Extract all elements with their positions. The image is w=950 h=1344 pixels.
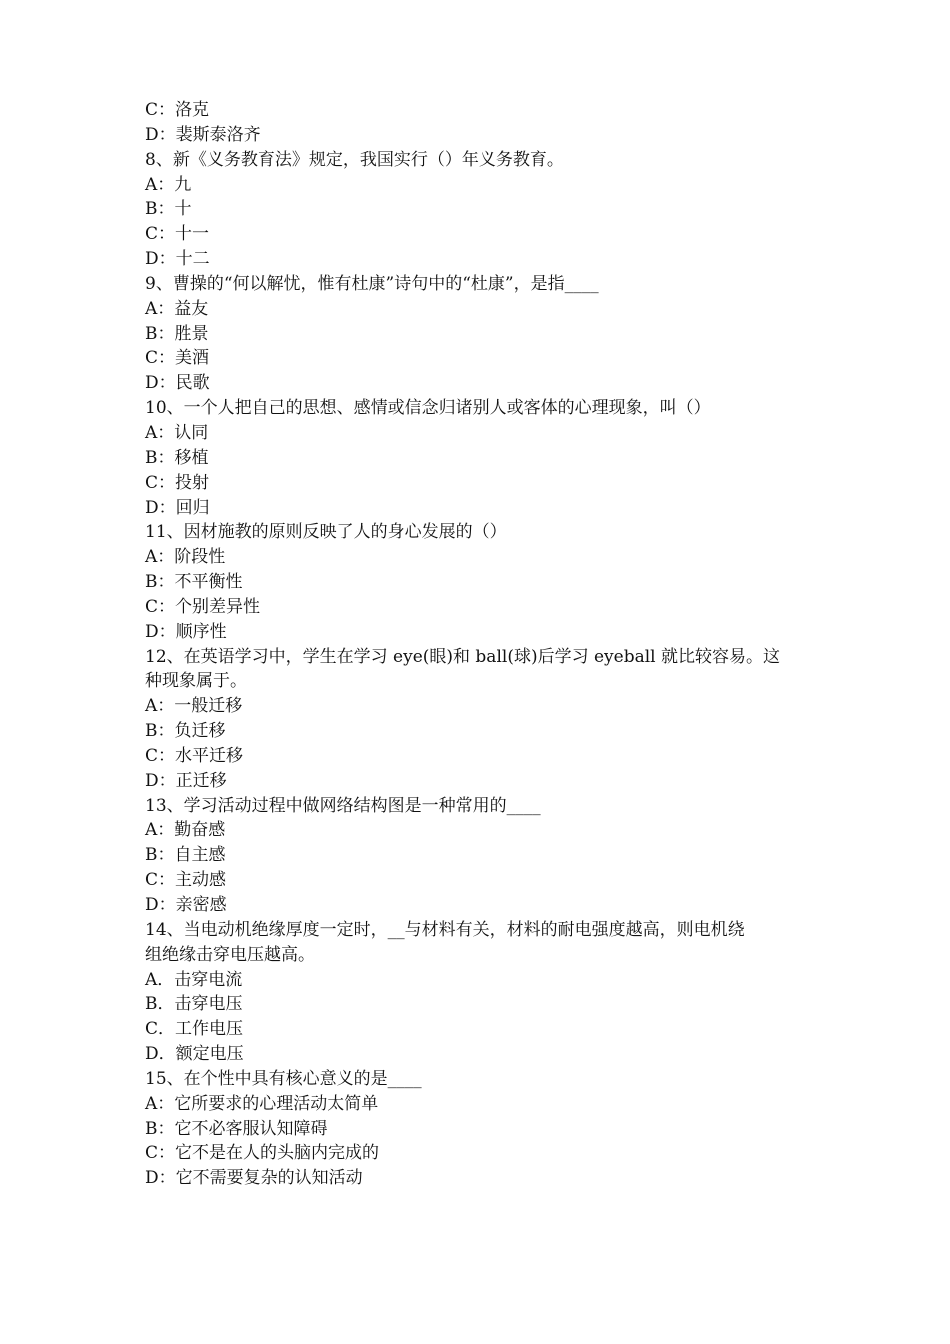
option-line: A：它所要求的心理活动太简单 (145, 1093, 379, 1114)
option-line: D：顺序性 (145, 621, 227, 642)
option-line: C：主动感 (145, 870, 227, 891)
option-line: C：它不是在人的头脑内完成的 (145, 1143, 380, 1164)
question-line: 8、新《义务教育法》规定，我国实行（）年义务教育。 (145, 149, 564, 170)
question-line: 14、当电动机绝缘厚度一定时，__与材料有关，材料的耐电强度越高，则电机绕 (145, 919, 745, 940)
option-line: D：十二 (145, 249, 210, 270)
option-line: D：民歌 (145, 373, 210, 394)
option-line: C：投射 (145, 472, 210, 493)
option-line: A：九 (145, 174, 192, 195)
question-line: 12、在英语学习中，学生在学习 eye(眼)和 ball(球)后学习 eyeball 就比较容易。这 (145, 646, 781, 667)
question-line-continued: 组绝缘击穿电压越高。 (145, 944, 315, 965)
question-line: 13、学习活动过程中做网络结构图是一种常用的____ (145, 795, 541, 816)
option-line: D：亲密感 (145, 895, 227, 915)
option-line: C：个别差异性 (145, 596, 261, 617)
option-line: C：水平迁移 (145, 745, 244, 766)
option-line: B．击穿电压 (145, 994, 243, 1015)
option-line: C：十一 (145, 224, 210, 245)
option-line: B：十 (145, 199, 192, 220)
option-line: A：一般迁移 (145, 696, 243, 717)
question-line: 11、因材施教的原则反映了人的身心发展的（） (145, 522, 507, 543)
question-line: 15、在个性中具有核心意义的是____ (145, 1068, 422, 1089)
option-line: B：自主感 (145, 845, 226, 866)
option-line: D．额定电压 (145, 1044, 244, 1065)
question-line: 10、一个人把自己的思想、感情或信念归诸别人或客体的心理现象，叫（） (145, 398, 711, 419)
option-line: C：洛克 (145, 100, 210, 120)
option-line: D：它不需要复杂的认知活动 (145, 1168, 363, 1189)
option-line: B：胜景 (145, 323, 209, 344)
option-line: C．工作电压 (145, 1019, 244, 1040)
question-line: 9、曹操的“何以解忧，惟有杜康”诗句中的“杜康”，是指____ (145, 273, 599, 294)
option-line: A：阶段性 (145, 547, 226, 568)
document-body (145, 98, 815, 1191)
question-line-continued: 种现象属于。 (145, 671, 247, 692)
option-line: B：它不必客服认知障碍 (145, 1118, 328, 1139)
option-line: D：裴斯泰洛齐 (145, 124, 261, 145)
option-line: B：负迁移 (145, 721, 226, 742)
option-line: B：不平衡性 (145, 572, 243, 593)
option-line: D：正迁移 (145, 770, 227, 791)
option-line: A：勤奋感 (145, 820, 226, 841)
option-line: A：益友 (145, 298, 209, 319)
option-line: B：移植 (145, 447, 209, 468)
option-line: A：认同 (145, 422, 209, 443)
option-line: A．击穿电流 (145, 969, 243, 990)
option-line: D：回归 (145, 497, 210, 518)
option-line: C：美酒 (145, 348, 210, 369)
